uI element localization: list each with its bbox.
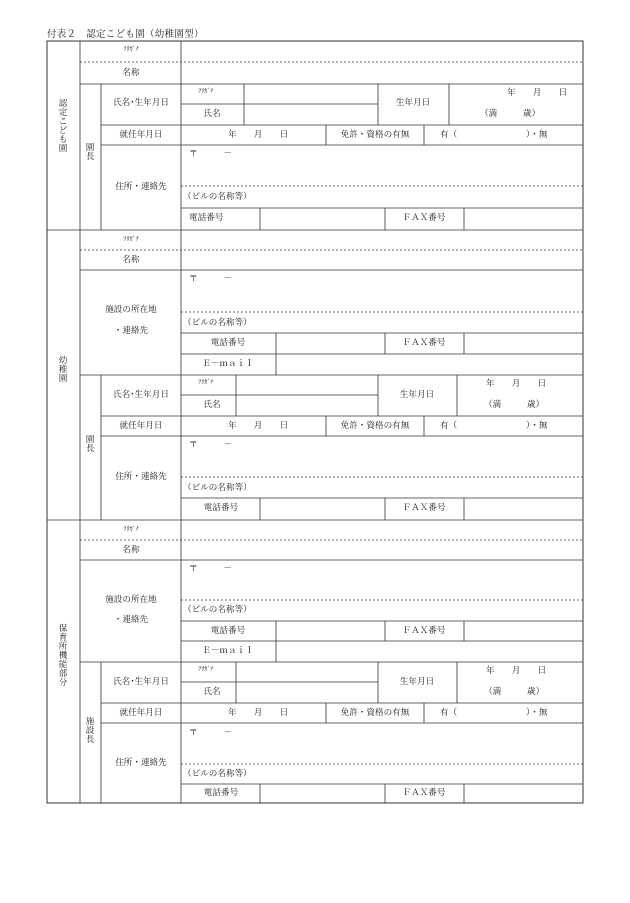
license-label: 免許・資格の有無 <box>340 708 410 718</box>
dob-date-field: 年 月 日 <box>486 379 547 389</box>
name-label: 名称 <box>122 545 140 555</box>
sub-label-encho-1: 園 長 <box>85 143 95 163</box>
shimei-label: 氏名 <box>203 400 221 410</box>
furigana-label: ﾌﾘｶﾞﾅ <box>198 88 214 95</box>
fax-label: ＦＡＸ番号 <box>402 503 446 513</box>
appointed-label: 就任年月日 <box>119 130 163 140</box>
building-field: （ビルの名称等） <box>183 318 252 328</box>
phone-label: 電話番号 <box>210 338 246 348</box>
building-field: （ビルの名称等） <box>183 769 252 779</box>
age-field: （満 歳） <box>484 687 545 697</box>
fax-label: ＦＡＸ番号 <box>402 626 446 636</box>
name-dob-label: 氏名･生年月日 <box>113 98 169 108</box>
furigana-label: ﾌﾘｶﾞﾅ <box>198 666 214 673</box>
building-field: （ビルの名称等） <box>183 605 252 615</box>
postal-field: 〒 － <box>189 564 232 574</box>
name-label: 名称 <box>122 255 140 265</box>
furigana-label: ﾌﾘｶﾞﾅ <box>123 236 139 243</box>
postal-field: 〒 － <box>189 440 232 450</box>
phone-label: 電話番号 <box>189 213 224 223</box>
fax-label: ＦＡＸ番号 <box>402 338 446 348</box>
furigana-label: ﾌﾘｶﾞﾅ <box>123 46 139 53</box>
facility-contact-label: ・連絡先 <box>113 615 149 625</box>
appointed-date-field: 年 月 日 <box>228 708 289 718</box>
phone-label: 電話番号 <box>203 503 239 513</box>
sub-label-shisetsucho: 施 設 長 <box>85 717 95 746</box>
name-dob-label: 氏名･生年月日 <box>113 390 169 400</box>
facility-location-label: 施設の所在地 <box>105 305 157 315</box>
shimei-label: 氏名 <box>203 109 221 119</box>
age-field: （満 歳） <box>480 109 541 119</box>
phone-label: 電話番号 <box>203 788 239 798</box>
building-field: （ビルの名称等） <box>183 483 252 493</box>
section-label-hoikusho: 保 育 所 機 能 部 分 <box>58 624 68 689</box>
appointed-label: 就任年月日 <box>119 421 163 431</box>
address-contact-label: 住所・連絡先 <box>115 758 167 768</box>
name-dob-label: 氏名･生年月日 <box>113 677 169 687</box>
name-label: 名称 <box>122 68 140 78</box>
dob-label: 生年月日 <box>395 98 431 108</box>
furigana-label: ﾌﾘｶﾞﾅ <box>198 379 214 386</box>
fax-label: ＦＡＸ番号 <box>402 788 446 798</box>
form-title: 付表２ 認定こども園（幼稚園型） <box>47 29 204 40</box>
license-options: 有（ ）・無 <box>440 130 548 140</box>
license-options: 有（ ）・無 <box>440 421 548 431</box>
dob-label: 生年月日 <box>399 677 435 687</box>
email-label: Ｅ－ｍａｉｌ <box>202 646 254 656</box>
sub-label-encho-2: 園 長 <box>85 435 95 455</box>
shimei-label: 氏名 <box>203 687 221 697</box>
section-label-youchien: 幼 稚 園 <box>58 356 68 385</box>
facility-contact-label: ・連絡先 <box>113 326 149 336</box>
license-options: 有（ ）・無 <box>440 708 548 718</box>
facility-location-label: 施設の所在地 <box>105 595 157 605</box>
address-contact-label: 住所・連絡先 <box>115 472 167 482</box>
fax-label: ＦＡＸ番号 <box>402 213 446 223</box>
appointed-date-field: 年 月 日 <box>228 421 289 431</box>
appointed-label: 就任年月日 <box>119 708 163 718</box>
dob-date-field: 年 月 日 <box>507 88 568 98</box>
postal-field: 〒 － <box>189 149 232 159</box>
phone-label: 電話番号 <box>210 626 246 636</box>
license-label: 免許・資格の有無 <box>340 130 410 140</box>
email-label: Ｅ－ｍａｉｌ <box>202 359 254 369</box>
dob-date-field: 年 月 日 <box>486 666 547 676</box>
postal-field: 〒 － <box>189 728 232 738</box>
license-label: 免許・資格の有無 <box>340 421 410 431</box>
furigana-label: ﾌﾘｶﾞﾅ <box>123 526 139 533</box>
building-field: （ビルの名称等） <box>183 192 252 202</box>
appointed-date-field: 年 月 日 <box>228 130 289 140</box>
dob-label: 生年月日 <box>399 390 435 400</box>
address-contact-label: 住所・連絡先 <box>115 182 167 192</box>
postal-field: 〒 － <box>189 274 232 284</box>
age-field: （満 歳） <box>484 400 545 410</box>
section-label-kodomoen: 認 定 こ ど も 園 <box>58 99 68 155</box>
